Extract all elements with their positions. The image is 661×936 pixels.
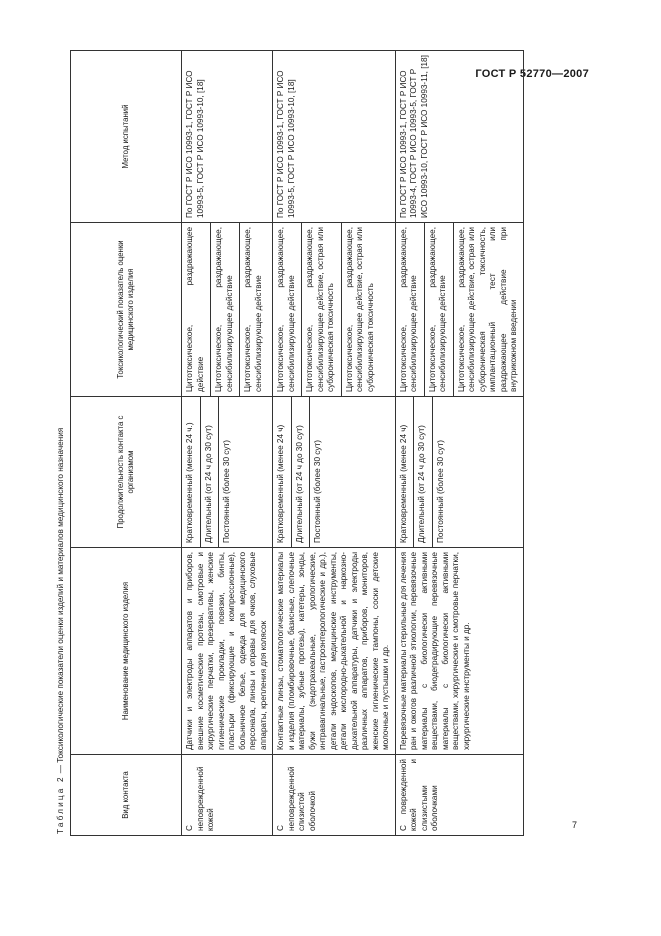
header-method: Метод испытаний [71, 51, 182, 223]
toxicology-table [70, 50, 524, 836]
cell-contact-type: С поврежденной кожей и слизистыми оболочками [395, 755, 523, 836]
duration-short: Кратковременный (менее 24 ч) [398, 424, 408, 543]
cell-indicators [273, 223, 396, 397]
table-row [395, 51, 523, 836]
duration-permanent: Постоянный (более 30 сут) [309, 397, 324, 547]
duration-short: Кратковременный (менее 24 ч) [276, 424, 285, 543]
cell-method: По ГОСТ Р ИСО 10993-1, ГОСТ Р ИСО 10993-5, ГОСТ Р ИСО 10993-10, [18] [182, 51, 273, 223]
indicator-short: Цитотоксическое, раздражающее, сенсибилизирующее действие [276, 227, 296, 392]
cell-contact-type: С неповрежденной слизистой оболочкой [273, 755, 396, 836]
indicator-short: Цитотоксическое, раздражающее действие [185, 227, 205, 392]
header-duration: Продолжительность контакта с организмом [71, 397, 182, 548]
cell-product-name: Перевязочные материалы стерильные для лечения ран и ожогов различной этиологии, перевязочные материалы с биологически активными веществами, биодеградирующие перевязочные материалы с биологически активными веществами, хирургические и смотровые перчатки, хирургические инструменты и др. [395, 548, 523, 755]
cell-durations [395, 397, 523, 548]
table-caption [52, 96, 70, 836]
table-caption-label: Таблица 2 [55, 775, 65, 834]
cell-durations [182, 397, 273, 548]
cell-method: По ГОСТ Р ИСО 10993-1, ГОСТ Р ИСО 10993-5, ГОСТ Р ИСО 10993-10, [18] [273, 51, 396, 223]
duration-long: Длительный (от 24 ч до 30 сут) [200, 397, 215, 547]
table-row [182, 51, 273, 836]
indicator-long: Цитотоксическое, раздражающее, сенсибилизирующее действие [210, 223, 235, 396]
indicator-long: Цитотоксическое, раздражающее, сенсибилизирующее действие, острая или субхроническая токсичность [301, 223, 337, 396]
duration-long: Длительный (от 24 ч до 30 сут) [413, 397, 428, 547]
cell-indicators [182, 223, 273, 397]
table-row [273, 51, 396, 836]
cell-product-name: Датчики и электроды аппаратов и приборов, внешние косметические протезы, смотровые и хирургические перчатки, презервативы, женские гигиенические прокладки, повязки, бинты, пластыри (фиксирующие и компрессионные), больничное белье, одежда для медицинского персонала, линзы и оправы для очков, слуховые аппараты, крепления для колясок [182, 548, 273, 755]
table-caption-text: — Токсикологические показатели оценки изделий и материалов медицинского назначения [55, 427, 65, 774]
duration-long: Длительный (от 24 ч до 30 сут) [291, 397, 306, 547]
indicator-permanent: Цитотоксическое, раздражающее, сенсибилизирующее действие, острая или субхроническая токсичность, имплантационный тест или раздражающее действие при внутрикожном введении [453, 223, 520, 396]
cell-method: По ГОСТ Р ИСО 10993-1, ГОСТ Р ИСО 10993-4, ГОСТ Р ИСО 10993-5, ГОСТ Р ИСО 10993-10, ГОСТ Р ИСО 10993-11, [18] [395, 51, 523, 223]
indicator-permanent: Цитотоксическое, раздражающее, сенсибилизирующее действие [239, 223, 264, 396]
header-product-name: Наименование медицинского изделия [71, 548, 182, 755]
cell-contact-type: С неповрежденной кожей [182, 755, 273, 836]
cell-durations [273, 397, 396, 548]
table-header-row [71, 51, 182, 836]
page-number: 7 [571, 820, 577, 830]
duration-short: Кратковременный (менее 24 ч.) [185, 422, 194, 543]
cell-indicators [395, 223, 523, 397]
indicator-long: Цитотоксическое, раздражающее, сенсибилизирующее действие [424, 223, 449, 396]
header-indicator: Токсикологический показатель оценки медицинского изделия [71, 223, 182, 397]
cell-product-name: Контактные линзы, стоматологические материалы и изделия (пломбировочные, базисные, слепочные материалы, зубные протезы), катетеры, зонды, бужи (эндотрахеальные, урологические, интравагинальные, гастроэнтерологические и др.), детали эндоскопов, медицинские инструменты, детали кислородно-дыхательной и наркозно-дыхательной аппаратуры, датчики и электроды различных аппаратов, приборов, мониторов, женские гигиенические тампоны, соски детские молочные и пустышки и др. [273, 548, 396, 755]
duration-permanent: Постоянный (более 30 сут) [432, 397, 447, 547]
duration-permanent: Постоянный (более 30 сут) [218, 397, 233, 547]
document-standard-header: ГОСТ Р 52770—2007 [475, 68, 589, 80]
header-contact-type: Вид контакта [71, 755, 182, 836]
indicator-permanent: Цитотоксическое, раздражающее, сенсибилизирующее действие, острая или субхроническая токсичность [341, 223, 377, 396]
indicator-short: Цитотоксическое, раздражающее, сенсибилизирующее действие [398, 227, 418, 392]
